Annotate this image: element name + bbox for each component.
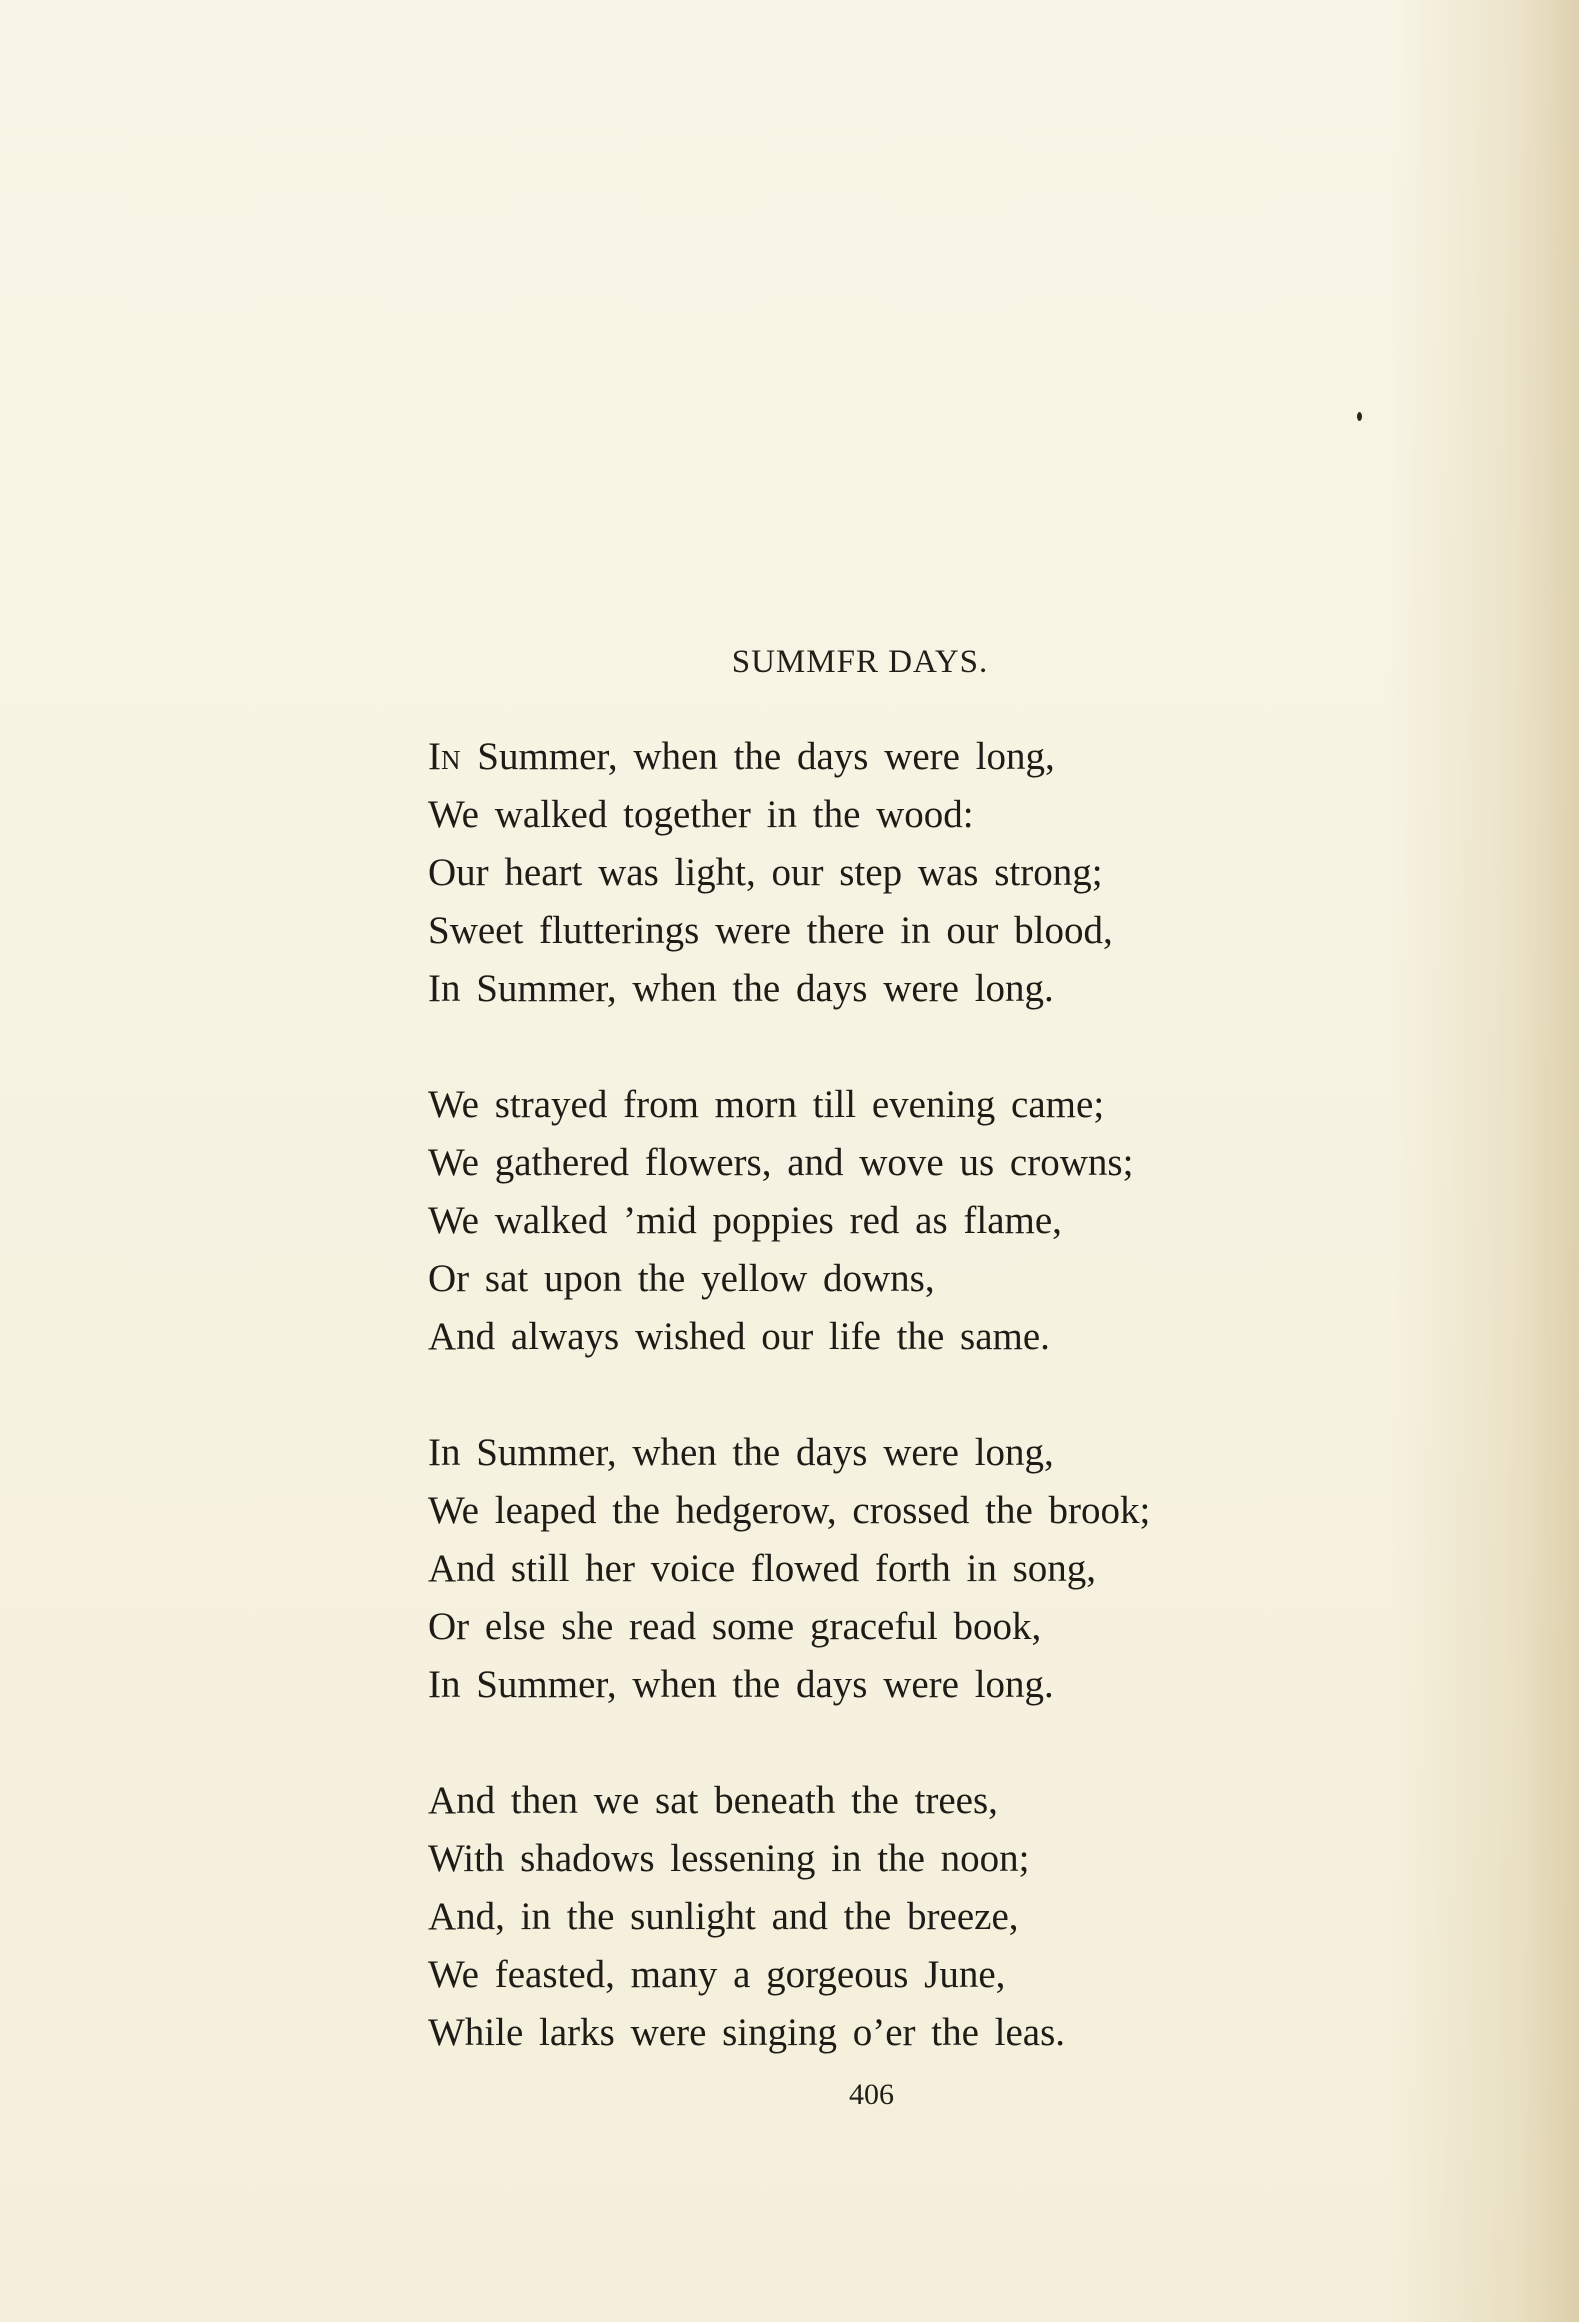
- stanza-1: [428, 728, 1428, 1018]
- poem-line: And, in the sunlight and the breeze,: [428, 1895, 1019, 1938]
- poem-line: And then we sat beneath the trees,: [428, 1779, 998, 1822]
- poem-line: In Summer, when the days were long,: [428, 1431, 1054, 1474]
- poem-line: Or sat upon the yellow downs,: [428, 1257, 935, 1300]
- poem-line: We walked together in the wood:: [428, 793, 974, 836]
- poem-line: And still her voice flowed forth in song,: [428, 1547, 1097, 1590]
- poem-line: We feasted, many a gorgeous June,: [428, 1953, 1006, 1996]
- ink-speck: [1357, 412, 1362, 421]
- poem-line: Or else she read some graceful book,: [428, 1605, 1042, 1648]
- poem-line: And always wished our life the same.: [428, 1315, 1050, 1358]
- stanza-2: [428, 1076, 1428, 1366]
- poem-title: SUMMFR DAYS.: [731, 644, 989, 680]
- poem-line: In Summer, when the days were long.: [428, 1663, 1054, 1706]
- poem-body: [428, 728, 1428, 2120]
- stanza-4: [428, 1772, 1428, 2062]
- poem-line: [428, 728, 1428, 786]
- poem-line: Sweet flutterings were there in our blood,: [428, 909, 1113, 952]
- line-text: Summer, when the days were long,: [461, 735, 1055, 778]
- poem-line: Our heart was light, our step was strong;: [428, 851, 1103, 894]
- stanza-3: [428, 1424, 1428, 1714]
- drop-cap: I: [428, 735, 441, 778]
- poem-line: We gathered flowers, and wove us crowns;: [428, 1141, 1134, 1184]
- page-number: 406: [849, 2078, 894, 2111]
- poem-line: We leaped the hedgerow, crossed the brook;: [428, 1489, 1151, 1532]
- poem-line: With shadows lessening in the noon;: [428, 1837, 1030, 1880]
- poem-line: We strayed from morn till evening came;: [428, 1083, 1105, 1126]
- small-caps: N: [441, 745, 462, 775]
- poem-line: While larks were singing o’er the leas.: [428, 2011, 1066, 2054]
- poem-line: We walked ’mid poppies red as flame,: [428, 1199, 1062, 1242]
- poem-line: In Summer, when the days were long.: [428, 967, 1054, 1010]
